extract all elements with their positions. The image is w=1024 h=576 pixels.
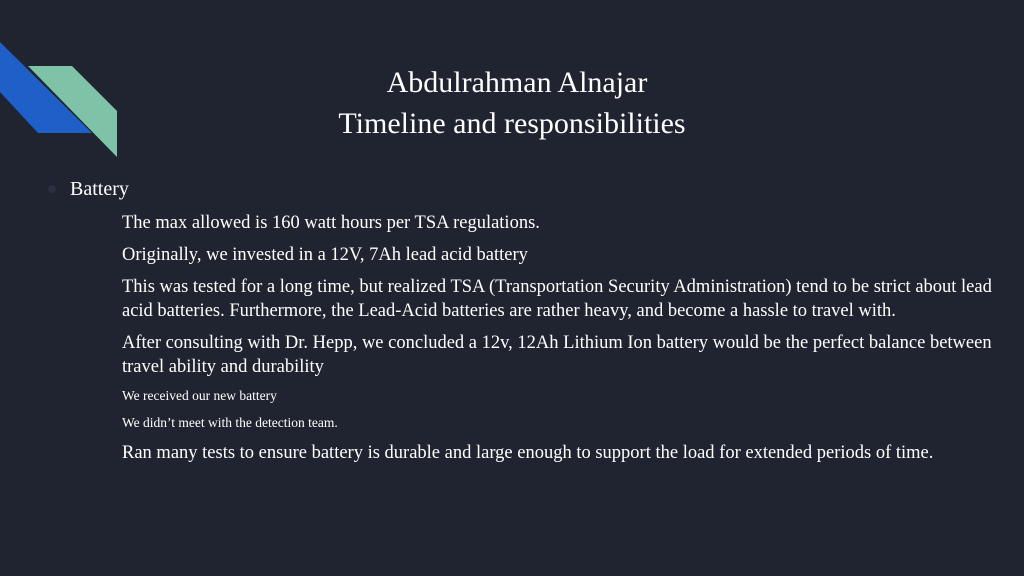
sub-item: The max allowed is 160 watt hours per TSA regulations. [122, 213, 540, 233]
sub-item: Originally, we invested in a 12V, 7Ah lead acid battery [122, 245, 528, 265]
slide-title [0, 62, 1024, 144]
bullet-dot-icon [48, 185, 56, 193]
sub-item: After consulting with Dr. Hepp, we concluded a 12v, 12Ah Lithium Ion battery would be the perfect balance between travel ability and durability [122, 333, 992, 377]
sub-item: Ran many tests to ensure battery is durable and large enough to support the load for extended periods of time. [122, 443, 934, 463]
sub-bullet-list [122, 211, 992, 473]
sub-item: We received our new battery [122, 388, 277, 403]
title-subtitle: Timeline and responsibilities [338, 107, 686, 140]
bullet-heading-text: Battery [70, 178, 129, 200]
sub-item: We didn’t meet with the detection team. [122, 415, 338, 430]
title-author: Abdulrahman Alnajar [386, 66, 648, 99]
bullet-battery [48, 176, 129, 202]
sub-item: This was tested for a long time, but realized TSA (Transportation Security Administration) tend to be strict about lead acid batteries. Furthermore, the Lead-Acid batteries are rather heavy, and become a hassle to travel with. [122, 277, 992, 321]
